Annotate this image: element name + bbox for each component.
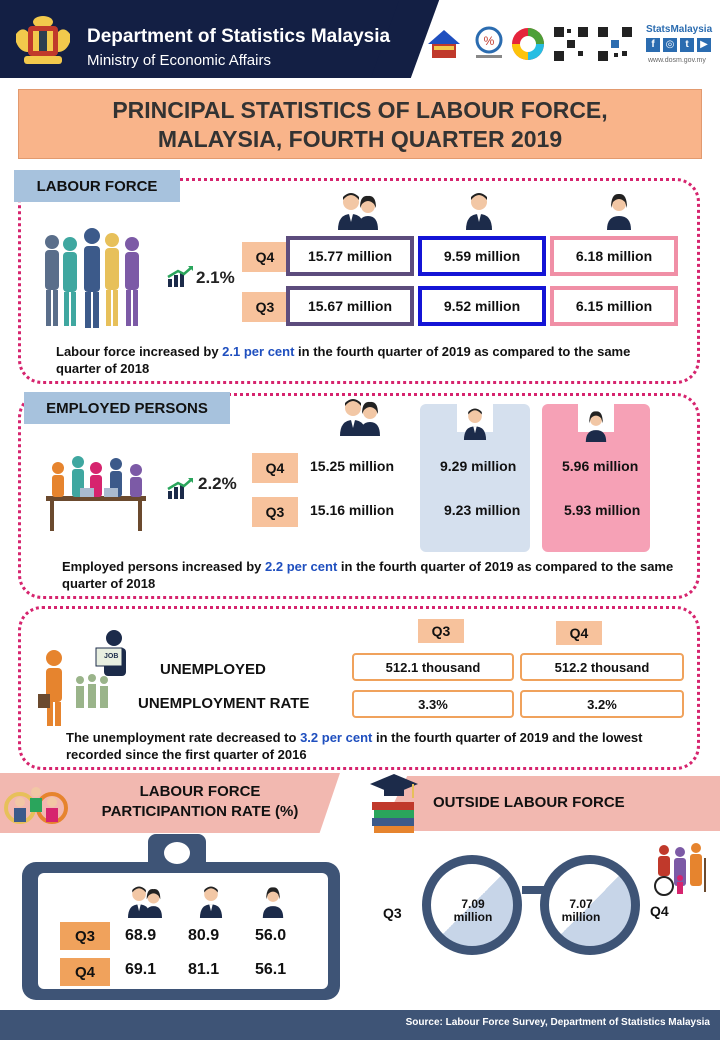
title-line-1: PRINCIPAL STATISTICS OF LABOUR FORCE,	[112, 97, 608, 123]
lfpr-q4-label: Q4	[60, 958, 110, 986]
department-name: Department of Statistics Malaysia	[87, 26, 391, 47]
lf-text-after: in the fourth quarter of 2019 as compared to the same quarter of 2018	[56, 344, 631, 376]
male-icon	[464, 190, 494, 230]
ministry-name: Ministry of Economic Affairs	[87, 52, 271, 69]
employed-growth: 2.2%	[198, 474, 237, 493]
emp-q3-label: Q3	[252, 497, 298, 527]
lfpr-q4-male: 81.1	[188, 961, 220, 978]
male-female-icon	[336, 190, 380, 230]
job-sign-label: JOB	[104, 653, 119, 660]
unemployment-rate-q4: 3.2%	[520, 690, 684, 718]
instagram-icon[interactable]: ◎	[663, 38, 677, 52]
male-female-icon-2	[338, 396, 382, 436]
employed-tag: EMPLOYED PERSONS	[24, 392, 230, 424]
emp-text-highlight: 2.2 per cent	[265, 559, 338, 574]
growth-arrow-icon-2	[166, 477, 194, 499]
qr-code-icon	[552, 24, 590, 64]
lfpr-q3-total: 68.9	[125, 927, 157, 944]
emp-q3-total: 15.16 million	[310, 502, 395, 518]
graduation-books-icon	[366, 770, 422, 834]
lf-q4-male: 9.59 million	[418, 236, 546, 276]
growth-arrow-icon	[166, 265, 194, 287]
unemployment-summary	[66, 729, 686, 763]
emp-q3-male: 9.23 million	[444, 502, 521, 518]
lf-q4-label: Q4	[242, 242, 288, 272]
qr-code-icon-2	[596, 24, 634, 64]
olf-q3-value	[438, 898, 508, 924]
lf-q3-total: 15.67 million	[286, 286, 414, 326]
labour-force-summary	[56, 343, 676, 377]
workers-group-icon	[40, 222, 152, 332]
lf-q4-total: 15.77 million	[286, 236, 414, 276]
olf-q3-unit: million	[453, 910, 493, 924]
lf-q3-label: Q3	[242, 292, 288, 322]
lfpr-board-hole	[164, 842, 190, 864]
olf-q4-value	[546, 898, 616, 924]
lfpr-q4-total: 69.1	[125, 961, 157, 978]
lfpr-title-line-1: LABOUR FORCE	[139, 783, 261, 800]
emp-text-after: in the fourth quarter of 2019 as compared to the same quarter of 2018	[62, 559, 674, 591]
emp-q3-female: 5.93 million	[564, 502, 641, 518]
unemp-q4-label: Q4	[556, 621, 602, 645]
youtube-icon[interactable]: ▶	[697, 38, 711, 52]
olf-q3-label: Q3	[383, 905, 402, 921]
title-line-2: MALAYSIA, FOURTH QUARTER 2019	[157, 126, 563, 152]
lfpr-q3-female: 56.0	[255, 927, 287, 944]
olf-q4-label: Q4	[650, 903, 669, 919]
labour-force-tag: LABOUR FORCE	[14, 170, 180, 202]
olf-title: OUTSIDE LABOUR FORCE	[433, 794, 625, 811]
lfpr-q3-label: Q3	[60, 922, 110, 950]
lf-q4-female: 6.18 million	[550, 236, 678, 276]
female-icon-2	[583, 408, 609, 442]
coat-of-arms-logo	[12, 12, 74, 68]
lf-q3-male: 9.52 million	[418, 286, 546, 326]
office-workers-icon	[40, 448, 156, 540]
statistics-logo	[472, 24, 506, 64]
unemp-text-highlight: 3.2 per cent	[300, 730, 373, 745]
participation-people-icon	[0, 782, 76, 832]
olf-q4-unit: million	[561, 910, 601, 924]
sdg-wheel-logo	[510, 24, 546, 64]
lfpr-q3-male: 80.9	[188, 927, 220, 944]
census-logo	[424, 24, 464, 64]
unemployment-rate-q3: 3.3%	[352, 690, 514, 718]
unemployed-q3: 512.1 thousand	[352, 653, 514, 681]
emp-text-before: Employed persons increased by	[62, 559, 266, 574]
source-note: Source: Labour Force Survey, Department of Statistics Malaysia	[405, 1017, 710, 1028]
elderly-family-icon	[650, 838, 712, 898]
lf-text-before: Labour force increased by	[56, 344, 223, 359]
page-title	[18, 96, 702, 154]
unemployed-label: UNEMPLOYED	[160, 661, 266, 678]
male-icon-2	[462, 406, 488, 440]
female-icon-3	[260, 884, 286, 918]
facebook-icon[interactable]: f	[646, 38, 660, 52]
labour-force-growth: 2.1%	[196, 268, 235, 287]
lfpr-title	[80, 782, 320, 822]
glasses-bridge	[522, 886, 546, 894]
emp-q4-label: Q4	[252, 453, 298, 483]
olf-q3-number: 7.09	[461, 897, 485, 911]
unemployed-q4: 512.2 thousand	[520, 653, 684, 681]
male-female-icon-3	[126, 884, 164, 918]
unemp-text-before: The unemployment rate decreased to	[66, 730, 301, 745]
lf-q3-female: 6.15 million	[550, 286, 678, 326]
job-seeker-icon	[36, 628, 154, 728]
unemp-q3-label: Q3	[418, 619, 464, 643]
twitter-icon[interactable]: t	[680, 38, 694, 52]
emp-q4-total: 15.25 million	[310, 458, 395, 474]
emp-q4-male: 9.29 million	[440, 458, 517, 474]
lf-text-highlight: 2.1 per cent	[222, 344, 295, 359]
female-icon	[604, 190, 634, 230]
lfpr-q4-female: 56.1	[255, 961, 287, 978]
unemp-text-after: in the fourth quarter of 2019 and the lowest recorded since the first quarter of 2016	[66, 730, 643, 762]
stats-malaysia-brand: StatsMalaysia	[646, 24, 713, 35]
olf-q4-number: 7.07	[569, 897, 593, 911]
male-icon-3	[198, 884, 224, 918]
unemployment-rate-label: UNEMPLOYMENT RATE	[138, 695, 310, 712]
emp-q4-female: 5.96 million	[562, 458, 639, 474]
svg-text:%: %	[483, 34, 495, 48]
website-url[interactable]: www.dosm.gov.my	[648, 57, 706, 64]
lfpr-title-line-2: PARTICIPANTION RATE (%)	[101, 803, 299, 820]
employed-summary	[62, 558, 690, 592]
